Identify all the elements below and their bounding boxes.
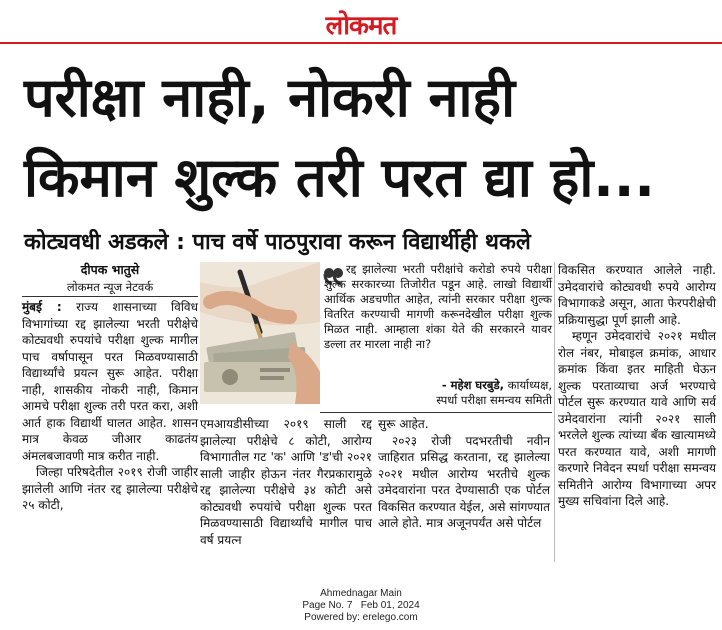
article-paragraph bbox=[22, 299, 198, 464]
quote-title-1: कार्याध्यक्ष, bbox=[507, 378, 552, 392]
byline-network: लोकमत न्यूज नेटवर्क bbox=[22, 279, 198, 298]
article-text: राज्य शासनाच्या विविध विभागांच्या रद्द झालेल्या भरती परीक्षेचे कोट्यवधी रुपयांचे परीक्षा शुल्क मागील पाच वर्षापासून परत मिळवण्यासाठी विद्यार्थ्यांचे प्रयत्न सुरू आहेत. परीक्षा नाही, शासकीय नोकरी नाही, किमान आमचे परीक्षा शुल्क तरी परत करा, अशी आर्त हाक विद्यार्थी घालत आहेत. शासन मात्र केवळ जीआर काढतंय अंमलबजावणी मात्र करीत नाही. bbox=[22, 300, 198, 463]
quote-box bbox=[320, 262, 552, 412]
newspaper-logo: लोकमत bbox=[325, 11, 397, 41]
article-paragraph: २०२३ रोजी पदभरतीची नवीन जाहिरात प्रसिद्ध करताना, रद्द झालेल्या २०२१ मधील आरोग्य भरतीचे शुल्क उमेदवारांना परत देण्यासाठी एक पोर्टल विकसित करण्यात येईल, असे सांगण्यात आले होते. मात्र अजूनपर्यंत असे पोर्टल bbox=[378, 433, 550, 530]
footer-powered-by: Powered by: erelego.com bbox=[304, 612, 418, 623]
article-column-3 bbox=[378, 416, 550, 532]
byline-author: दीपक भातुसे bbox=[80, 262, 140, 277]
exam-money-illustration bbox=[200, 262, 320, 404]
quote-divider bbox=[320, 412, 552, 413]
masthead bbox=[0, 0, 722, 42]
footer-edition: Ahmednagar Main bbox=[320, 588, 402, 599]
article-column-4 bbox=[558, 262, 716, 510]
subheadline: कोट्यवधी अडकले : पाच वर्षे पाठपुरावा करून विद्यार्थीही थकले bbox=[24, 230, 531, 255]
headline-line-2: किमान शुल्क तरी परत द्या हो... bbox=[24, 146, 655, 209]
page-footer bbox=[0, 588, 722, 624]
column-divider bbox=[554, 262, 555, 562]
article-paragraph: जिल्हा परिषदेतील २०१९ रोजी जाहीर झालेली आणि नंतर रद्द झालेल्या परीक्षेचे २५ कोटी, bbox=[22, 465, 198, 512]
article-column-2 bbox=[200, 416, 372, 548]
article-paragraph: सुरू आहेत. bbox=[378, 417, 429, 431]
dateline: मुंबई : bbox=[22, 300, 62, 314]
article-column-1 bbox=[22, 262, 198, 514]
quote-title-2: स्पर्धा परीक्षा समन्वय समिती bbox=[436, 393, 552, 407]
news-photo bbox=[200, 262, 320, 404]
article-paragraph: विकसित करण्यात आलेले नाही. उमेदवारांचे कोट्यवधी रुपये आरोग्य विभागाकडे असून, आता फेरपरीक्षेची प्रक्रियासुद्धा पूर्ण झाली आहे. bbox=[558, 263, 716, 327]
headline-line-1: परीक्षा नाही, नोकरी नाही bbox=[24, 66, 516, 129]
quote-signature bbox=[324, 378, 552, 408]
article-paragraph: एमआयडीसीच्या २०१९ साली रद्द झालेल्या परीक्षेचे ८ कोटी, आरोग्य विभागातील गट 'क' आणि 'ड'ची २०२१ साली जाहीर होऊन नंतर गैरप्रकारामुळे रद्द झालेल्या परीक्षेचे ३४ कोटी असे कोट्यवधी रुपयांचे परीक्षा शुल्क परत मिळवण्यासाठी विद्यार्थ्यांचे मागील पाच वर्ष प्रयत्न bbox=[200, 417, 372, 547]
masthead-rule bbox=[0, 42, 722, 44]
quote-text: रद्द झालेल्या भरती परीक्षांचे करोडो रुपये परीक्षा शुल्क सरकारच्या तिजोरीत पडून आहे. लाखो विद्यार्थी आर्थिक अडचणीत आहेत, त्यांनी सरकार परीक्षा शुल्क वितरित करण्याची मागणी करूनदेखील परीक्षा शुल्क मिळत नाही. आम्हाला शंका येते की सरकारने यावर डल्ला तर मारला नाही ना? bbox=[324, 262, 552, 351]
quote-name: - महेश घरबुडे, bbox=[441, 378, 504, 392]
footer-page-date: Page No. 7 Feb 01, 2024 bbox=[302, 600, 420, 611]
article-paragraph: म्हणून उमेदवारांचे २०२१ मधील रोल नंबर, मोबाइल क्रमांक, आधार क्रमांक किंवा इतर माहिती घेऊन शुल्क परताव्याचा अर्ज भरण्याचे पोर्टल सुरू करण्यात यावे आणि सर्व उमेदवारांना त्यांनी २०२१ साली भरलेले शुल्क त्यांच्या बँक खात्यामध्ये परत करण्यात यावे, अशी मागणी करणारे निवेदन स्पर्धा परीक्षा समन्वय समितीने आरोग्य विभागाच्या अपर मुख्य सचिवांना दिले आहे. bbox=[558, 329, 716, 508]
